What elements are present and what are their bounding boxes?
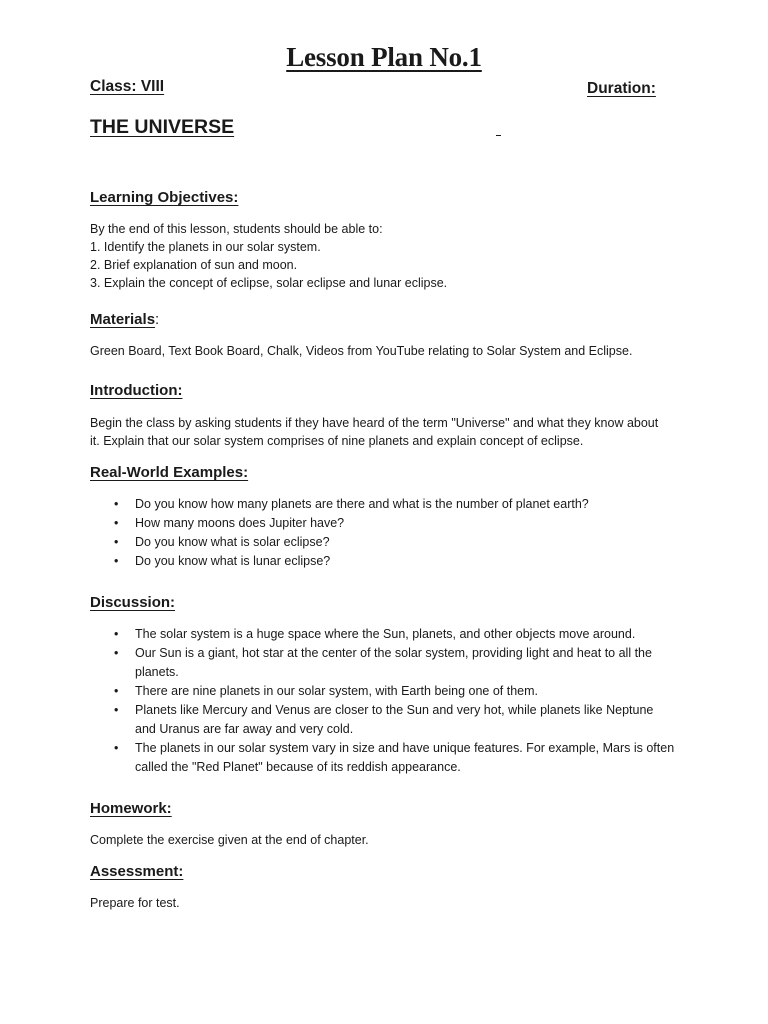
bullet-icon: • bbox=[114, 554, 119, 568]
bullet-icon: • bbox=[114, 535, 119, 549]
introduction-heading: Introduction: bbox=[90, 382, 183, 399]
objectives-heading: Learning Objectives: bbox=[90, 189, 239, 206]
list-item: • Planets like Mercury and Venus are closer to the Sun and very hot, while planets like Neptune and Uranus are far away and very cold. bbox=[114, 703, 654, 736]
homework-text: Complete the exercise given at the end of chapter. bbox=[90, 833, 369, 847]
list-item: • Do you know how many planets are there and what is the number of planet earth? bbox=[90, 495, 690, 514]
bullet-icon: • bbox=[114, 497, 119, 511]
class-label: Class: VIII bbox=[90, 78, 165, 95]
duration-label: Duration: bbox=[587, 80, 656, 97]
examples-heading: Real-World Examples: bbox=[90, 464, 249, 481]
bullet-icon: • bbox=[114, 516, 119, 530]
bullet-icon: • bbox=[114, 703, 119, 717]
list-item: • Our Sun is a giant, hot star at the center of the solar system, providing light and heat to all the planets. bbox=[114, 646, 652, 679]
page-title: Lesson Plan No.1 bbox=[286, 42, 482, 72]
homework-heading: Homework: bbox=[90, 800, 172, 817]
introduction-line: Begin the class by asking students if they have heard of the term "Universe" and what they know about bbox=[90, 416, 659, 430]
materials-heading: Materials bbox=[90, 311, 156, 328]
bullet-icon: • bbox=[114, 627, 119, 641]
introduction-text bbox=[90, 414, 658, 450]
introduction-line: it. Explain that our solar system comprises of nine planets and explain concept of eclipse. bbox=[90, 434, 584, 448]
objectives-line: 3. Explain the concept of eclipse, solar eclipse and lunar eclipse. bbox=[90, 276, 448, 290]
materials-colon: : bbox=[155, 311, 160, 328]
assessment-heading: Assessment: bbox=[90, 863, 184, 880]
discussion-heading: Discussion: bbox=[90, 594, 176, 611]
topic-heading: THE UNIVERSE bbox=[90, 116, 235, 138]
list-item: • The planets in our solar system vary in size and have unique features. For example, Mars is often called the "Red Planet" because of its reddish appearance. bbox=[114, 741, 675, 774]
discussion-list bbox=[90, 625, 690, 777]
objectives-line: 1. Identify the planets in our solar system. bbox=[90, 240, 321, 254]
list-item: • Do you know what is solar eclipse? bbox=[90, 533, 690, 552]
assessment-text: Prepare for test. bbox=[90, 896, 180, 910]
list-item: • How many moons does Jupiter have? bbox=[90, 514, 690, 533]
bullet-icon: • bbox=[114, 741, 119, 755]
list-item: • There are nine planets in our solar system, with Earth being one of them. bbox=[90, 682, 690, 701]
blank-underline bbox=[496, 135, 501, 136]
bullet-icon: • bbox=[114, 684, 119, 698]
examples-list bbox=[90, 495, 690, 571]
objectives-line: 2. Brief explanation of sun and moon. bbox=[90, 258, 298, 272]
objectives-line: By the end of this lesson, students should be able to: bbox=[90, 222, 383, 236]
list-item: • The solar system is a huge space where the Sun, planets, and other objects move around. bbox=[90, 625, 690, 644]
list-item: • Do you know what is lunar eclipse? bbox=[90, 552, 690, 571]
bullet-icon: • bbox=[114, 646, 119, 660]
materials-text: Green Board, Text Book Board, Chalk, Videos from YouTube relating to Solar System and Eclipse. bbox=[90, 344, 633, 358]
objectives-text bbox=[90, 220, 447, 292]
materials-heading-row bbox=[90, 311, 159, 328]
